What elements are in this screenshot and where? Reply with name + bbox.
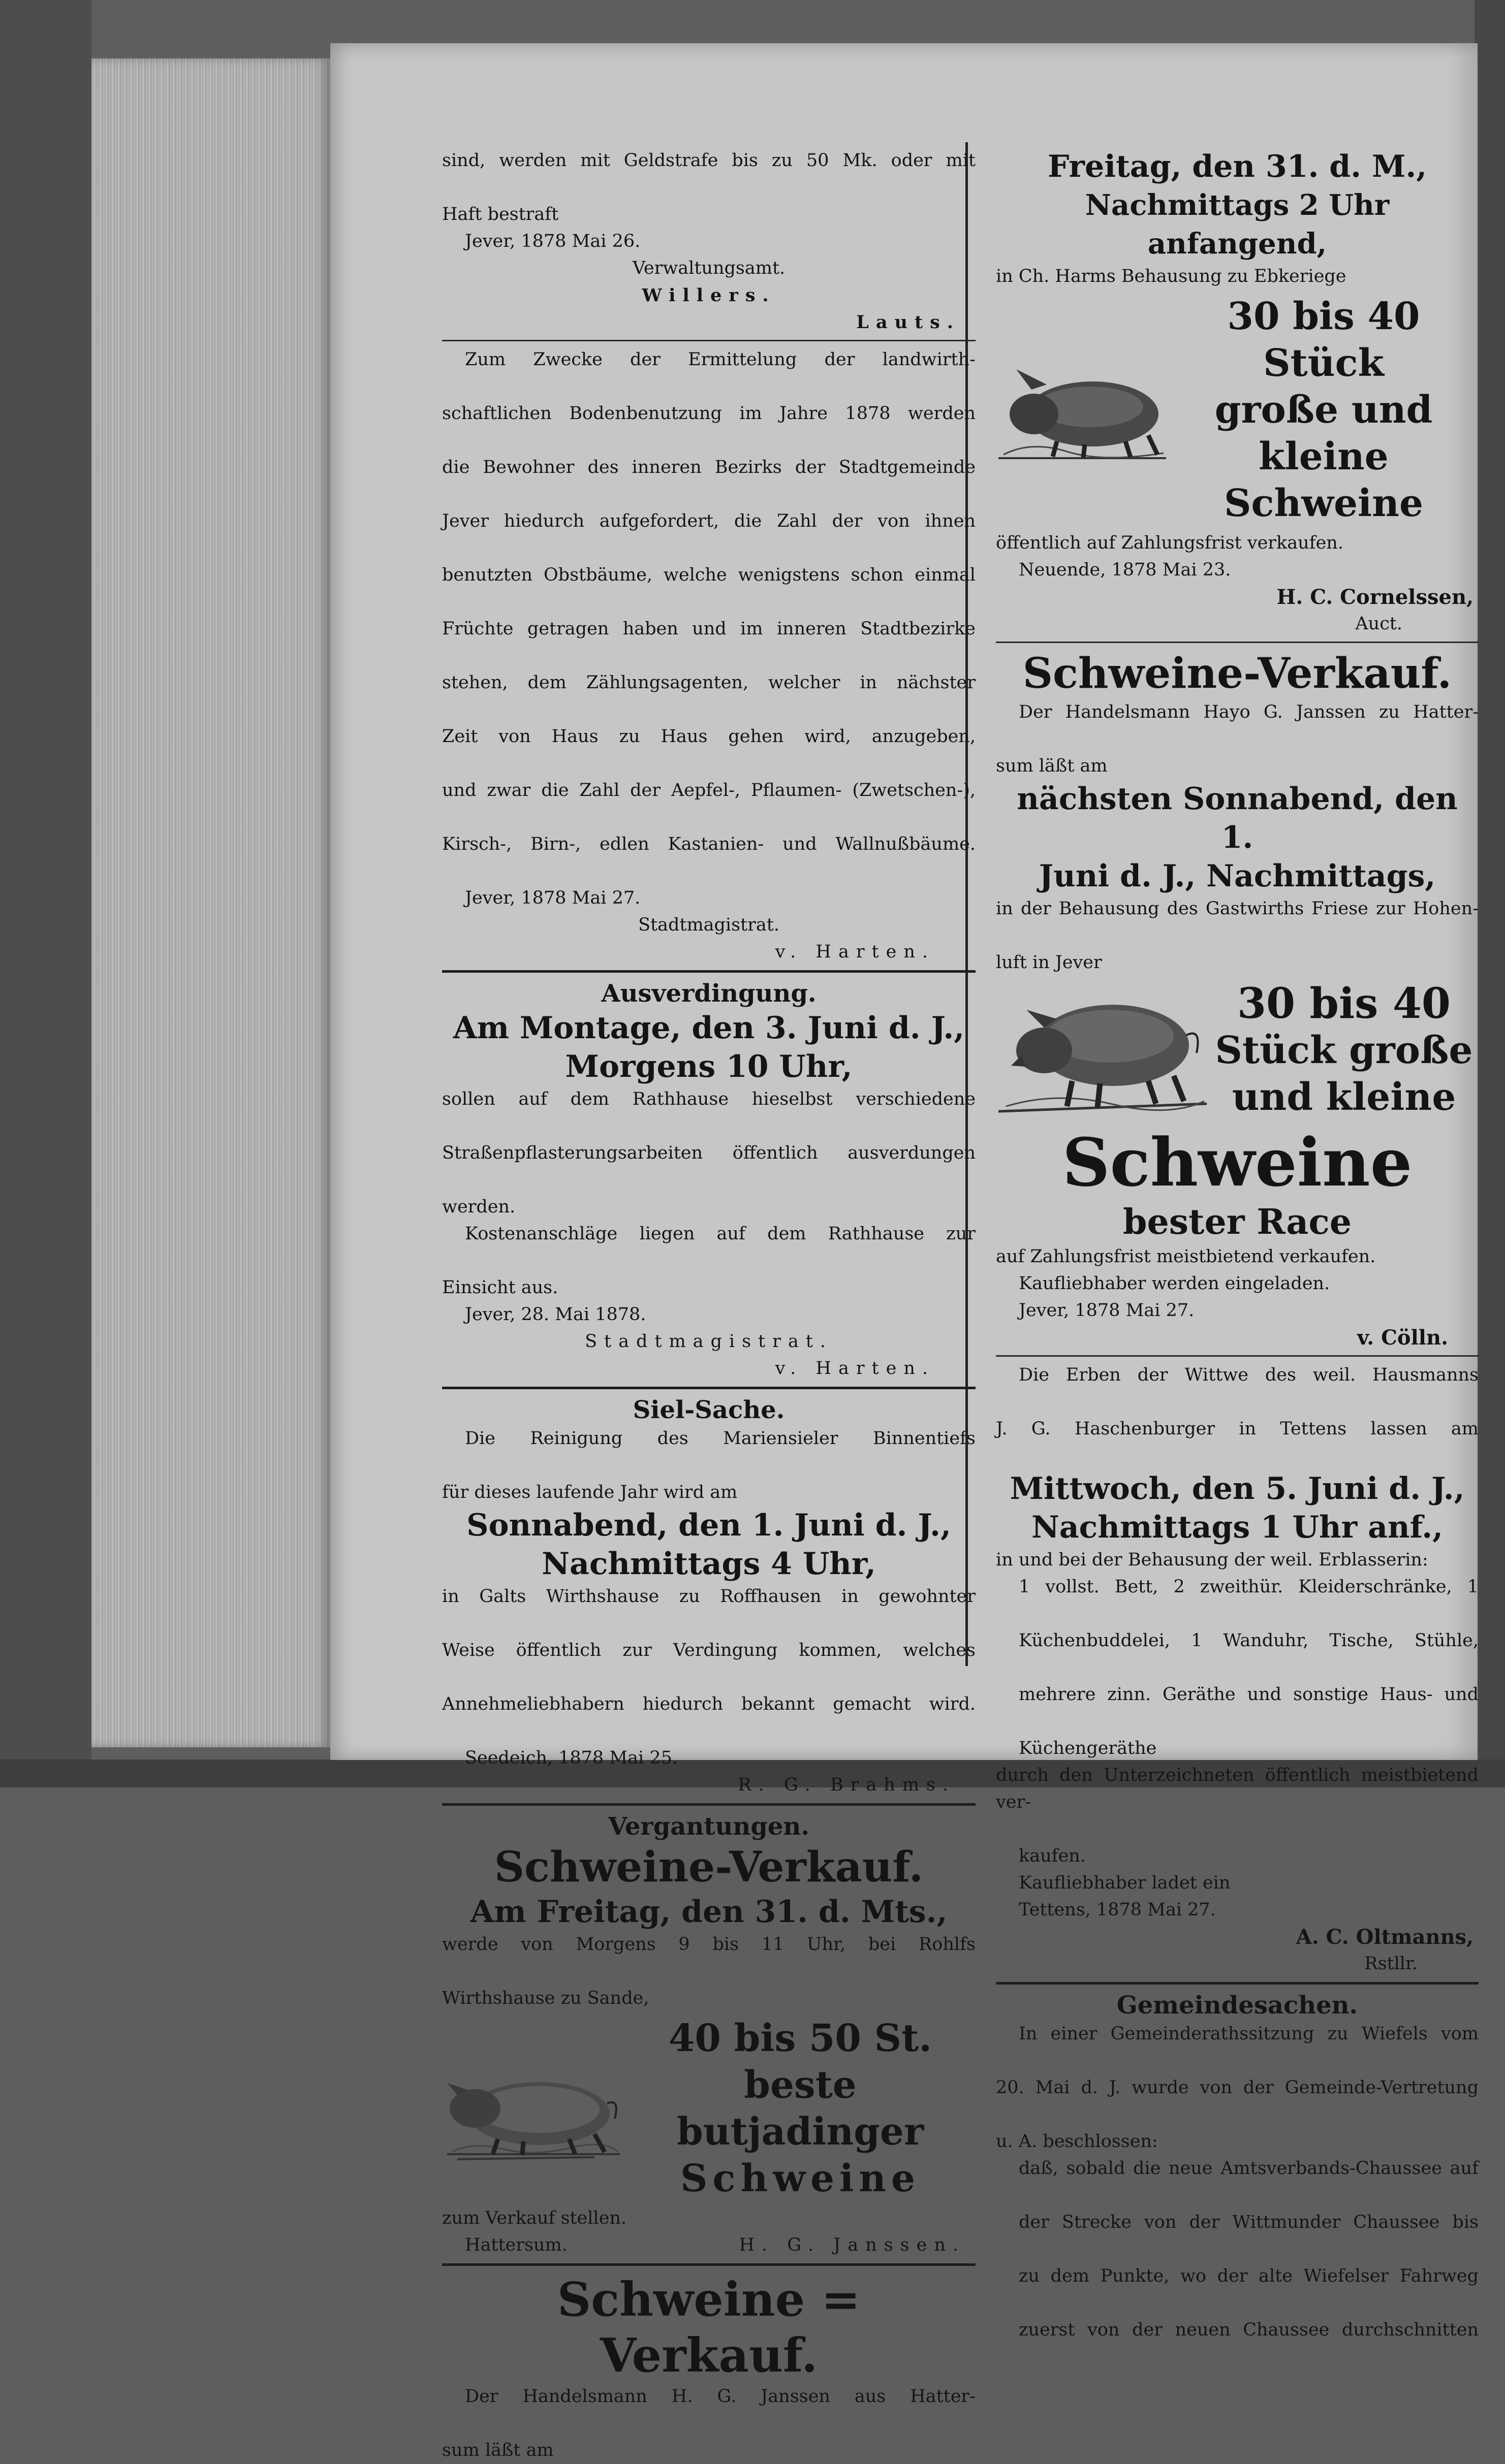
text-line: Zum Zwecke der Ermittelung der landwirth- [465,349,976,370]
text-line: J. G. Haschenburger in Tettens lassen am [996,1419,1479,1439]
signature-title: Auct. [1355,614,1402,634]
text-line: Kostenanschläge liegen auf dem Rathhause zur [465,1224,976,1244]
signature-name: v. Cölln. [1357,1326,1448,1350]
item-line: Küchengeräthe [1019,1738,1157,1758]
big-line: Am Montage, den 3. Juni d. J., [453,1010,965,1046]
text-line: Kaufliebhaber ladet ein [1019,1873,1231,1893]
big-line: Am Freitag, den 31. d. Mts., [470,1894,948,1930]
pig-ad-row [996,979,1479,1122]
section-rule [442,1803,976,1806]
text-line: Der Handelsmann Hayo G. Janssen zu Hatter- [1019,702,1479,722]
section-heading: Siel-Sache. [633,1396,785,1424]
notice-obstbaeume [442,346,976,966]
date-line: Seedeich, 1878 Mai 25. [465,1748,678,1768]
text-line: in Ch. Harms Behausung zu Ebkeriege [996,266,1346,286]
text-line: In einer Gemeinderathssitzung zu Wiefels vom [1019,2024,1479,2044]
section-heading: Vergantungen. [608,1812,809,1841]
text-line: Straßenpflasterungsarbeiten öffentlich ausverdungen [442,1143,976,1163]
text-line: der Strecke von der Wittmunder Chaussee bis [1019,2212,1479,2232]
signature-name: H. G. Janssen. [739,2235,965,2255]
text-line: in und bei der Behausung der weil. Erblasserin: [996,1550,1428,1570]
notice-ausverdingung [442,978,976,1382]
big-line: 40 bis 50 St. [668,2017,932,2060]
pig-illustration-icon [996,354,1169,466]
big-line: Sonnabend, den 1. Juni d. J., [466,1508,951,1543]
text-line: Kirsch-, Birn-, edlen Kastanien- und Wallnußbäume. [442,834,976,854]
big-line: Nachmittags 1 Uhr anf., [1031,1510,1444,1545]
signature-name: v. Harten. [775,942,935,962]
text-line: die Bewohner des inneren Bezirks der Stadtgemeinde [442,457,976,477]
section-rule [996,1355,1479,1357]
text-line: Kaufliebhaber werden eingeladen. [1019,1273,1330,1294]
right-column [996,147,1479,2340]
notice-cornelssen [996,147,1479,637]
text-line: Einsicht aus. [442,1277,558,1298]
text-line: daß, sobald die neue Amtsverbands-Chaussee auf [1019,2158,1479,2179]
big-line: 30 bis 40 Stück [1227,295,1420,385]
text-line: luft in Jever [996,952,1102,973]
text-line: öffentlich auf Zahlungsfrist verkaufen. [996,533,1343,553]
section-rule [996,1982,1479,1985]
item-line: 1 vollst. Bett, 2 zweithür. Kleiderschränke, 1 [1019,1577,1479,1597]
text-line: sind, werden mit Geldstrafe bis zu 50 Mk. oder mit [442,150,976,171]
big-line: große und kleine [1214,388,1433,478]
text-line: sollen auf dem Rathhause hieselbst verschiedene [442,1089,976,1109]
text-line: sum läßt am [442,2440,554,2460]
big-line: Schweine [680,2157,921,2200]
office-line: Verwaltungsamt. [632,258,786,278]
signature-name: v. Harten. [775,1358,935,1379]
date-line: Jever, 28. Mai 1878. [465,1304,646,1325]
notice-schweine-verkauf-janssen [442,2271,976,2464]
section-rule [442,340,976,341]
pig-ad-row [996,293,1479,527]
section-rule [442,1387,976,1389]
text-line: u. A. beschlossen: [996,2131,1158,2152]
text-line: in der Behausung des Gastwirths Friese zur Hohen- [996,899,1479,919]
place-line: Hattersum. [465,2235,568,2255]
ad-title: Schweine-Verkauf. [494,1843,924,1892]
section-rule [996,642,1479,643]
pig-illustration-icon [996,979,1209,1122]
signature-name: H. C. Cornelssen, [1276,585,1473,609]
text-line: und zwar die Zahl der Aepfel-, Pflaumen- (Zwetschen-), [442,780,976,801]
text-line: Früchte getragen haben und im inneren Stadtbezirke [442,619,976,639]
left-column [442,147,976,2460]
pig-illustration-icon [442,2053,625,2164]
big-line: Stück große [1215,1029,1473,1072]
date-line: Neuende, 1878 Mai 23. [1019,560,1231,580]
big-line: Nachmittags 4 Uhr, [542,1546,876,1582]
date-line: Jever, 1878 Mai 27. [465,888,641,908]
big-line: beste butjadinger [677,2063,924,2154]
huge-headline: Schweine [1062,1124,1413,1201]
pig-ad-row [442,2015,976,2202]
text-line: zuerst von der neuen Chaussee durchschnitten [1019,2320,1479,2340]
text-line: durch den Unterzeichneten öffentlich meistbietend ver- [996,1765,1479,1812]
text-line: Der Handelsmann H. G. Janssen aus Hatter- [465,2386,976,2407]
text-line: Weise öffentlich zur Verdingung kommen, welches [442,1640,976,1660]
section-rule [442,970,976,973]
notice-haschenburger [996,1362,1479,1977]
notice-siel-sache [442,1395,976,1799]
text-line: zum Verkauf stellen. [442,2208,627,2228]
text-line: zu dem Punkte, wo der alte Wiefelser Fahrweg [1019,2266,1479,2286]
text-line: Die Erben der Wittwe des weil. Hausmanns [1019,1365,1479,1385]
signature-name: Willers. [642,285,776,306]
text-line: sum läßt am [996,756,1108,776]
item-line: Küchenbuddelei, 1 Wanduhr, Tische, Stühle, [1019,1630,1479,1651]
big-line: 30 bis 40 [1237,979,1451,1028]
text-line: Die Reinigung des Mariensieler Binnentiefs [465,1428,976,1449]
scanner-background-left [0,0,91,1787]
signature-row [442,2232,976,2259]
text-line: benutzten Obstbäume, welche wenigstens schon einmal [442,565,976,585]
text-line: auf Zahlungsfrist meistbietend verkaufen. [996,1246,1376,1267]
text-line: für dieses laufende Jahr wird am [442,1482,738,1502]
ad-title: Schweine = Verkauf. [557,2272,861,2383]
ad-title: Schweine-Verkauf. [1022,649,1452,698]
signature-name: A. C. Oltmanns, [1296,1925,1473,1949]
text-line: stehen, dem Zählungsagenten, welcher in nächster [442,673,976,693]
office-line: Stadtmagistrat. [585,1331,833,1352]
pig-ad-text [625,2015,976,2202]
text-line: Jever hiedurch aufgefordert, die Zahl der von ihnen [442,511,976,531]
big-line: und kleine [1232,1075,1456,1119]
big-line: Morgens 10 Uhr, [565,1049,853,1084]
big-line: Schweine [1224,482,1424,525]
big-line: nächsten Sonnabend, den 1. [1017,781,1458,855]
signature-title: Rstllr. [1364,1954,1418,1974]
section-heading: Ausverdingung. [601,979,817,1008]
notice-verwaltungsamt [442,147,976,336]
text-line: kaufen. [1019,1846,1086,1866]
big-line: Freitag, den 31. d. M., [1047,149,1427,184]
scanner-background-right [1475,0,1505,1787]
date-line: Jever, 1878 Mai 26. [465,231,641,251]
office-line: Stadtmagistrat. [638,915,779,935]
big-line: bester Race [1122,1202,1352,1242]
date-line: Jever, 1878 Mai 27. [1019,1300,1195,1321]
section-rule [442,2263,976,2266]
notice-vergantungen [442,1811,976,2259]
notice-hayo-janssen [996,648,1479,1351]
signature-name: Lauts. [856,312,960,333]
text-line: 20. Mai d. J. wurde von der Gemeinde-Vertretung [996,2077,1479,2098]
text-line: werden. [442,1197,516,1217]
item-line: mehrere zinn. Geräthe und sonstige Haus- und [1019,1684,1479,1705]
text-line: in Galts Wirthshause zu Roffhausen in gewohnter [442,1586,976,1607]
text-line: Wirthshause zu Sande, [442,1988,649,2008]
text-line: Annehmeliebhabern hiedurch bekannt gemacht wird. [442,1694,976,1714]
pig-ad-text [1209,980,1479,1121]
notice-gemeindesachen [996,1990,1479,2371]
text-line: Zeit von Haus zu Haus gehen wird, anzugeben, [442,726,976,747]
date-line: Tettens, 1878 Mai 27. [1019,1900,1216,1920]
text-line: Haft bestraft [442,204,559,225]
pig-ad-text [1169,293,1479,527]
text-line: schaftlichen Bodenbenutzung im Jahre 1878 werden [442,403,976,424]
book-page-edges [91,58,330,1747]
text-line: werde von Morgens 9 bis 11 Uhr, bei Rohlfs [442,1934,976,1955]
big-line: Nachmittags 2 Uhr anfangend, [1085,188,1390,261]
section-heading: Gemeindesachen. [1116,1991,1358,2020]
big-line: Mittwoch, den 5. Juni d. J., [1010,1471,1465,1507]
signature-name: R. G. Brahms. [738,1775,955,1795]
big-line: Juni d. J., Nachmittags, [1039,858,1436,894]
